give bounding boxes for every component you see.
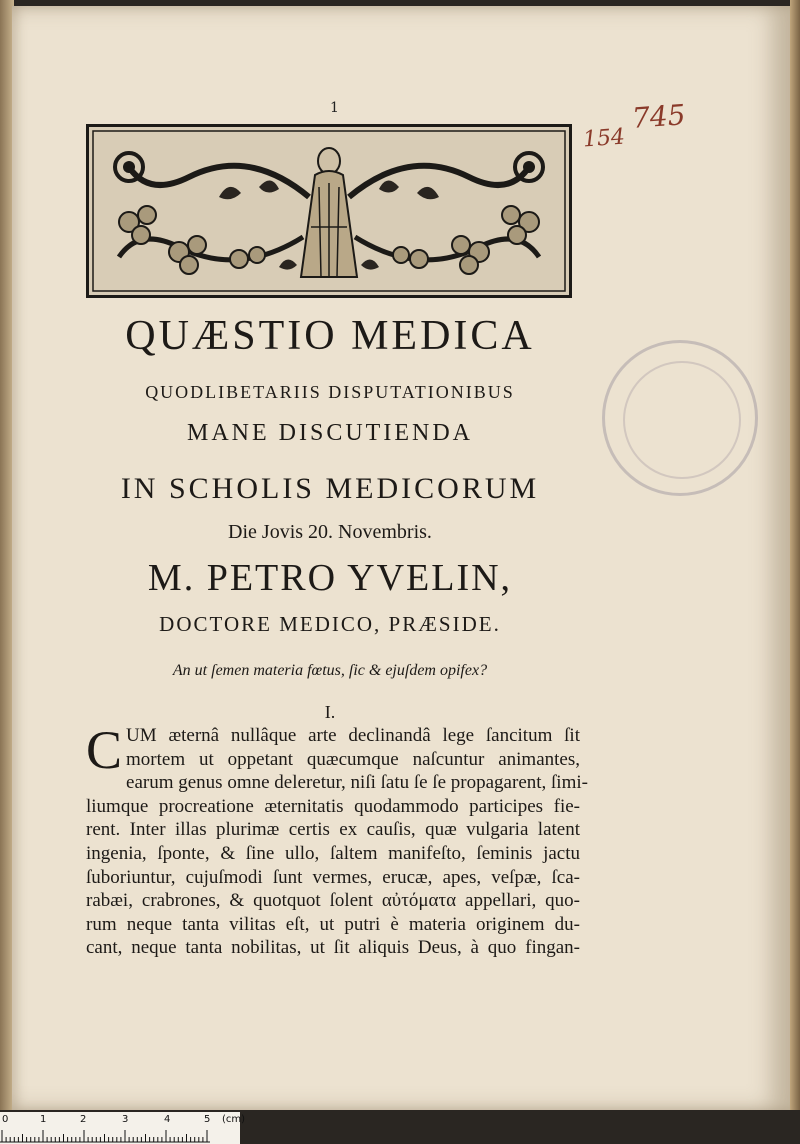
title-line-4: IN SCHOLIS MEDICORUM (120, 472, 540, 505)
body-line: rabæi, crabrones, & quotquot ſolent αὐτόματα appellari, quo- (86, 890, 580, 912)
body-line: rum neque tanta vilitas eſt, ut putri è materia originem du- (86, 913, 580, 935)
ruler-label: 3 (122, 1114, 129, 1125)
page-right-edge (790, 0, 800, 1110)
body-line: liumque procreatione æternitatis quodammodo participes fie- (86, 795, 580, 817)
body-line: rent. Inter illas plurimæ certis ex cauſis, quæ vulgaria latent (86, 819, 580, 841)
title-line-2: QUODLIBETARIIS DISPUTATIONIBUS (145, 382, 515, 402)
woodcut-ornament-icon (89, 127, 569, 295)
body-line: ſuboriuntur, cujuſmodi ſunt vermes, erucæ, apes, veſpæ, ſca- (86, 866, 580, 888)
date-line: Die Jovis 20. Novembris. (228, 521, 432, 543)
drop-capital: C (86, 720, 123, 780)
scale-ruler (0, 1112, 246, 1144)
body-line: mortem ut oppetant quæcumque naſcuntur animantes, (126, 748, 580, 770)
disputation-question: An ut ſemen materia fœtus, ſic & ejuſdem opifex? (172, 662, 488, 679)
handwritten-note-a: 154 (582, 124, 626, 153)
ruler-label: 1 (40, 1114, 47, 1125)
title-line-1: QUÆSTIO MEDICA (125, 313, 535, 359)
body-text (86, 720, 588, 960)
handwritten-note-b: 745 (630, 98, 687, 135)
president-title: DOCTORE MEDICO, PRÆSIDE. (159, 612, 501, 636)
title-line-3: MANE DISCUTIENDA (187, 420, 473, 446)
ruler-labels (0, 1112, 246, 1128)
ruler-label: 2 (80, 1114, 87, 1125)
body-line: earum genus omne deleretur, niſi ſatu ſe ſe propagarent, ſimi- (126, 772, 588, 794)
ruler-label: 4 (164, 1114, 171, 1125)
body-line: cant, neque tanta nobilitas, ut ſit aliquis Deus, à quo fingan- (86, 937, 580, 959)
ruler-ticks-icon (0, 1130, 240, 1144)
president-name: M. PETRO YVELIN, (147, 557, 513, 599)
section-number: I. (324, 702, 336, 722)
ruler-label: 0 (2, 1114, 9, 1125)
body-line: ingenia, ſponte, & ſine ullo, ſaltem manifeſto, ſeminis jactu (86, 842, 580, 864)
ornamental-headpiece (86, 124, 572, 298)
ruler-label: 5 (204, 1114, 211, 1125)
body-line: UM æternâ nullâque arte declinandâ lege ſancitum ſit (126, 725, 580, 746)
folio-number: 1 (330, 100, 339, 116)
ruler-label-unit: (cm) (222, 1114, 246, 1125)
